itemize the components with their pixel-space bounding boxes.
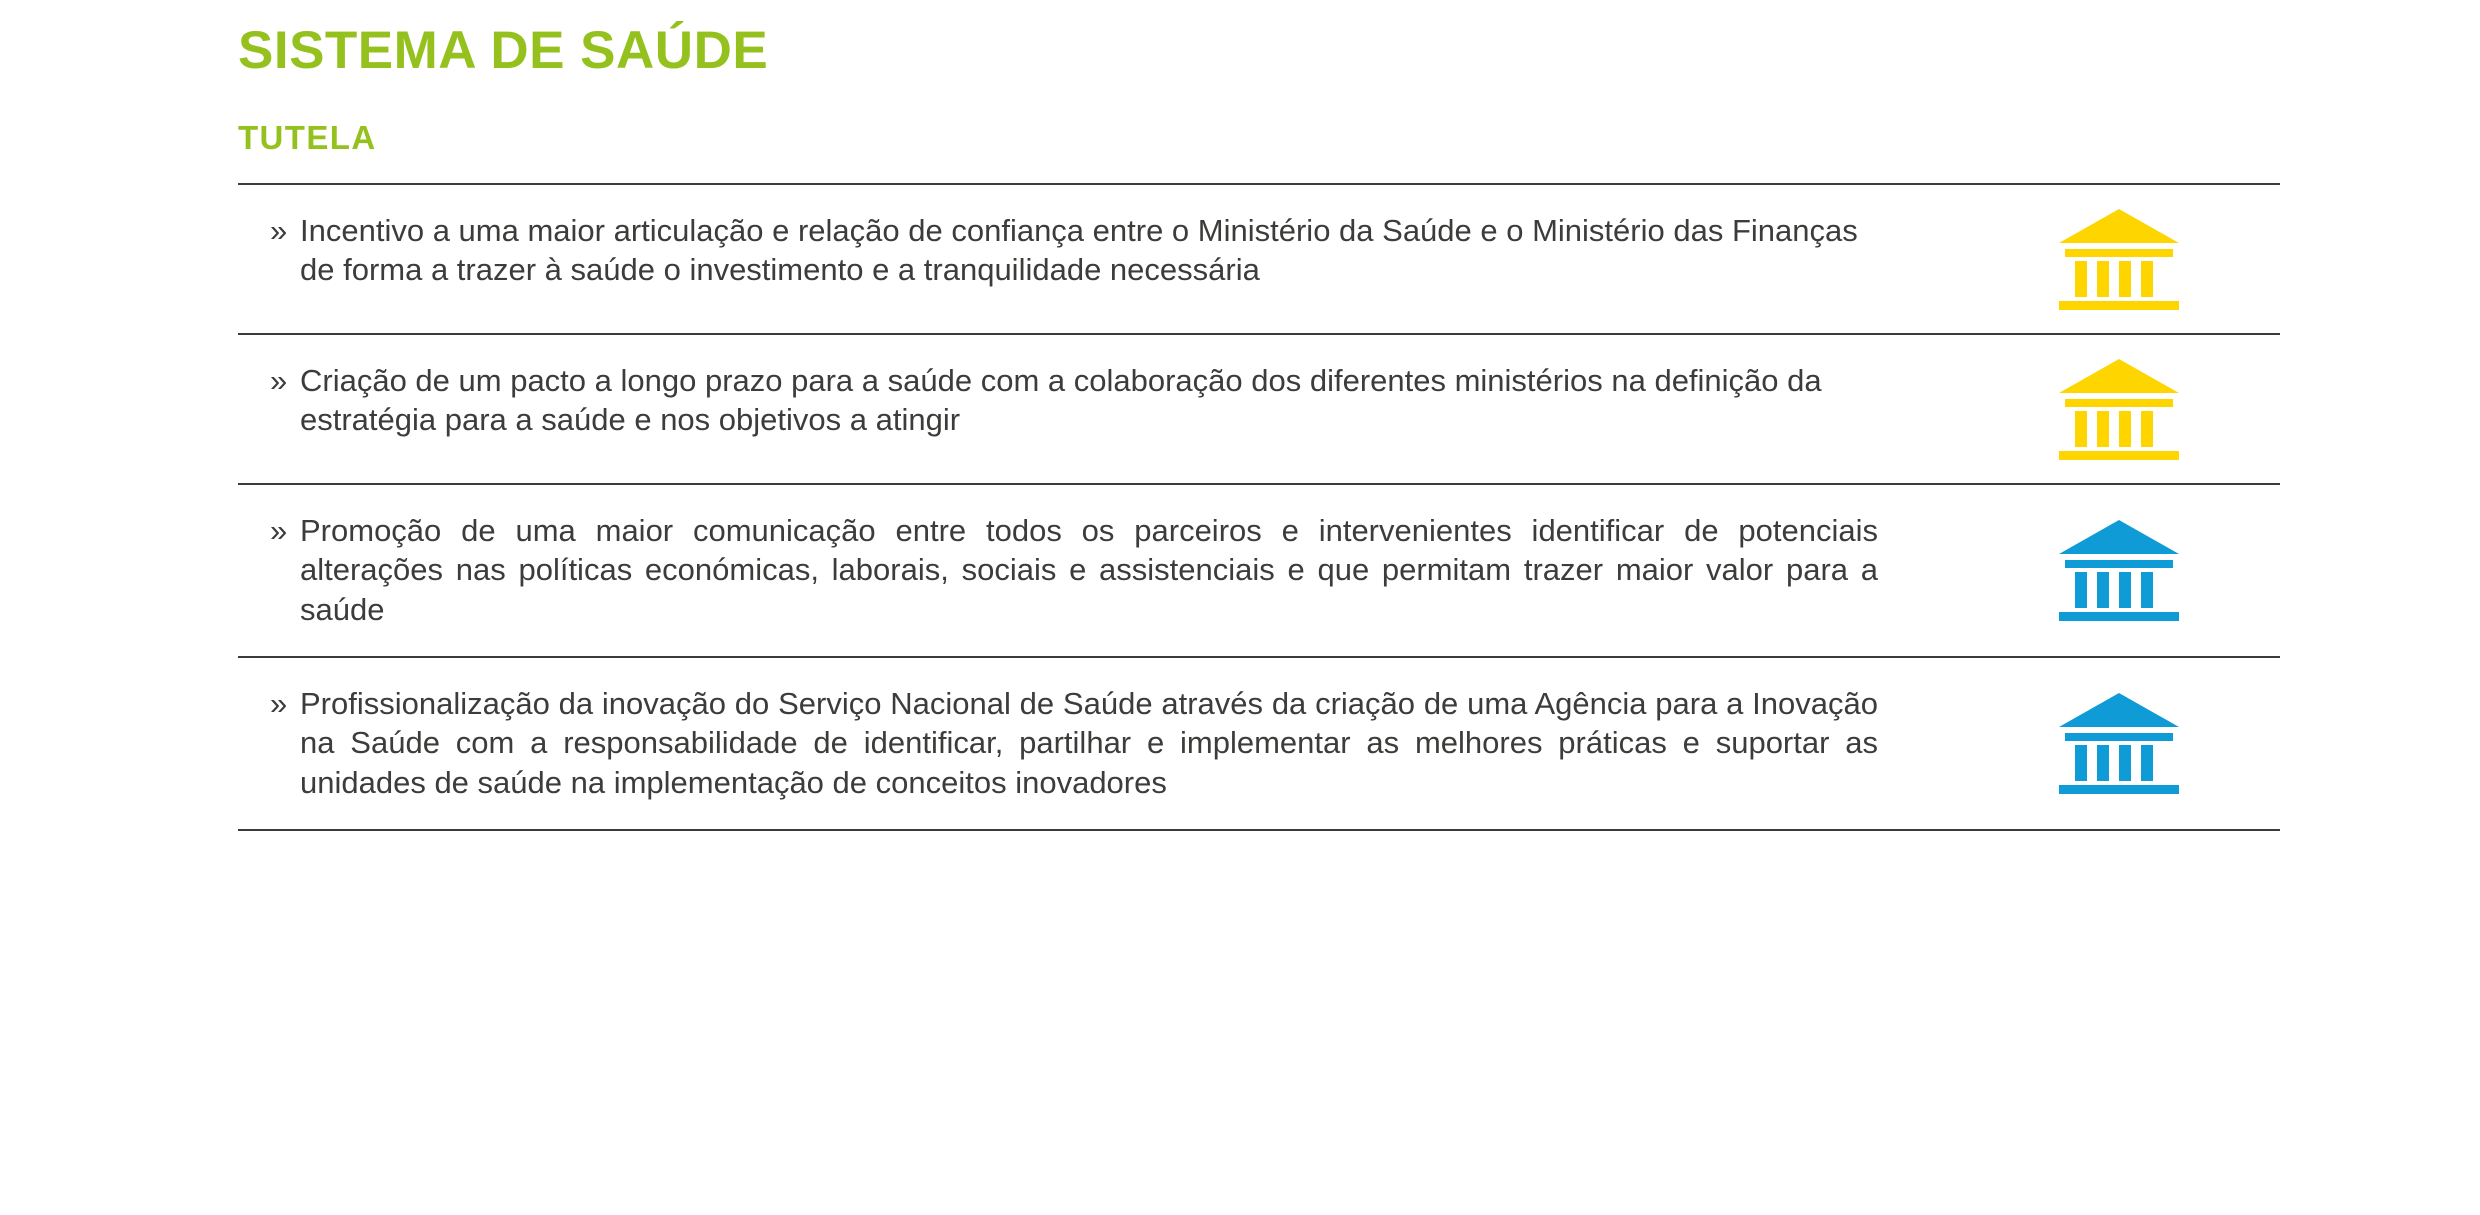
bullet-marker: » <box>270 512 288 548</box>
page-title: SISTEMA DE SAÚDE <box>238 21 769 80</box>
bank-icon <box>2055 353 2183 465</box>
bank-icon <box>2055 514 2183 626</box>
row-text: Criação de um pacto a longo prazo para a saúde com a colaboração dos diferentes ministérios na definição da estratégia para a saúde e nos objetivos a atingir <box>300 362 1822 438</box>
row-text: Profissionalização da inovação do Serviço Nacional de Saúde através da criação de uma Agência para a Inovação na Saúde com a responsabilidade de identificar, partilhar e implementar as melhores práticas e suportar as unidades de saúde na implementação de conceitos inovadores <box>300 685 1878 800</box>
document-content <box>238 0 2286 831</box>
bullet-marker: » <box>270 362 288 398</box>
row-text: Promoção de uma maior comunicação entre todos os parceiros e intervenientes identificar de potenciais alterações nas políticas económicas, laborais, sociais e assistenciais e que permitam trazer maior valor para a saúde <box>300 512 1878 627</box>
bank-icon <box>2055 203 2183 315</box>
row-text-cell <box>238 185 1918 333</box>
row-icon-cell <box>1918 485 2280 656</box>
content-table <box>238 183 2280 831</box>
table-row <box>238 485 2280 658</box>
row-icon-cell <box>1918 335 2280 483</box>
row-text-cell <box>238 335 1918 483</box>
row-icon-cell <box>1918 185 2280 333</box>
row-icon-cell <box>1918 658 2280 829</box>
bank-icon <box>2055 687 2183 799</box>
bullet-marker: » <box>270 212 288 248</box>
row-text-cell <box>238 485 1918 656</box>
page-subtitle: TUTELA <box>238 119 377 157</box>
bullet-marker: » <box>270 685 288 721</box>
table-row <box>238 185 2280 335</box>
table-row <box>238 335 2280 485</box>
row-text-cell <box>238 658 1918 829</box>
table-row <box>238 658 2280 831</box>
row-text: Incentivo a uma maior articulação e relação de confiança entre o Ministério da Saúde e o Ministério das Finanças de forma a trazer à saúde o investimento e a tranquilidade necessária <box>300 212 1858 288</box>
